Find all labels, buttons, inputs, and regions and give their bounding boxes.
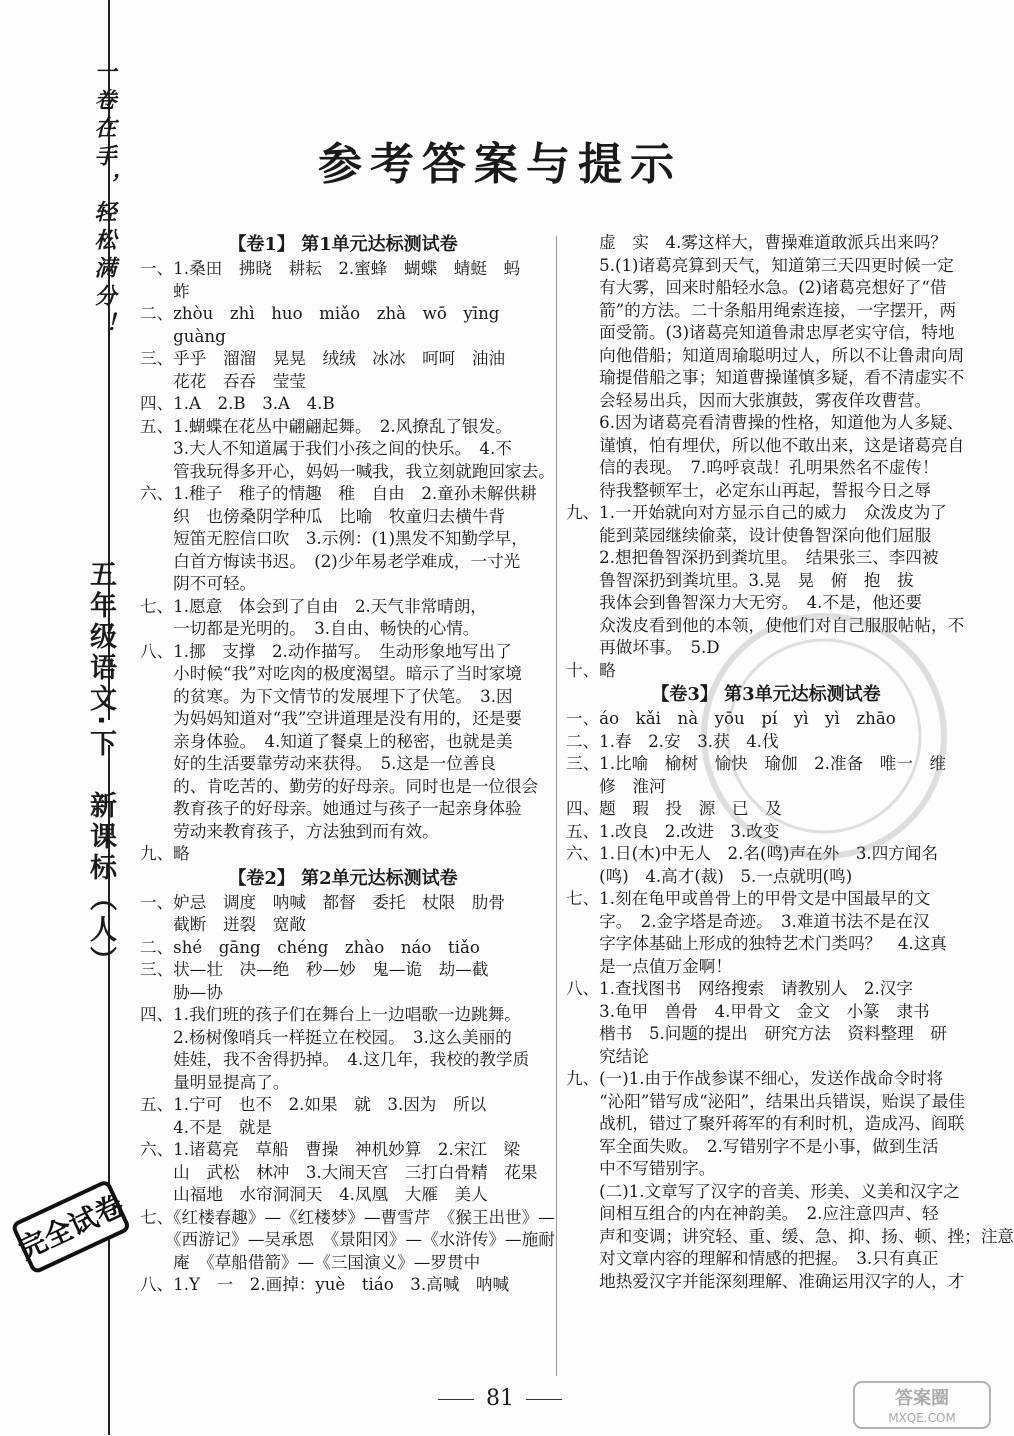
answer-line: 亲身体验。 4.知道了餐桌上的秘密，也就是美 [140, 731, 513, 751]
answer-line: 对文章内容的理解和情感的把握。 3.只有真正 [566, 1249, 939, 1268]
stamp-watermark [694, 606, 954, 866]
answer-line: 三、状—壮 决—绝 秒—妙 鬼—诡 劫—截 [140, 960, 489, 979]
answer-line: 5.(1)诸葛亮算到天气，知道第三天四更时候一定 [566, 255, 954, 275]
answer-line: 九、略 [140, 844, 190, 863]
answer-line: 七、《红楼春趣》—《红楼梦》—曹雪芹 《猴王出世》— [140, 1207, 555, 1227]
answer-line: 胁—协 [140, 982, 223, 1002]
answer-line: 3.大人不知道属于我们小孩之间的快乐。 4.不 [140, 439, 512, 458]
answer-line: 一、1.桑田 拂晓 耕耘 2.蜜蜂 蝴蝶 蜻蜓 蚂 [140, 259, 521, 278]
answer-line: 一切都是光明的。 3.自由、畅快的心情。 [140, 619, 480, 638]
answer-line: 管我玩得多开心，妈妈一喊我，我立刻就跑回家去。 [140, 461, 555, 481]
svg-text:MXQE.COM: MXQE.COM [888, 1411, 956, 1425]
answer-line: 劳动来教育孩子，方法独到而有效。 [140, 821, 439, 841]
page-number [0, 1386, 1000, 1411]
answer-line: 箭”的方法。二十条船用绳索连接，一字摆开，两 [566, 300, 957, 320]
svg-text:完全试卷: 完全试卷 [13, 1188, 129, 1266]
answer-line: 十、略 [566, 660, 616, 680]
answer-line: 为妈妈知道对“我”空讲道理是没有用的，还是要 [140, 709, 523, 728]
answer-line: 花花 吞吞 莹莹 [140, 371, 306, 391]
answer-line: 二、zhòu zhì huo miǎo zhà wō yīng [140, 304, 500, 323]
answer-line: 瑜提借船之事；知道曹操谨慎多疑，看不清虚实不 [566, 368, 965, 387]
answer-line: 2.想把鲁智深扔到粪坑里。 结果张三、李四被 [566, 548, 939, 567]
section-heading: 【卷3】 第3单元达标测试卷 [651, 684, 881, 705]
answer-line: 再做坏事。 5.D [566, 638, 720, 657]
answer-line: 庵 《草船借箭》—《三国演义》—罗贯中 [140, 1252, 481, 1272]
answer-line: 七、1.刻在龟甲或兽骨上的甲骨文是中国最早的文 [566, 889, 931, 908]
answer-line: 究结论 [566, 1046, 649, 1066]
answer-line: 楷书 5.问题的提出 研究方法 资料整理 研 [566, 1024, 947, 1043]
answer-line: 地热爱汉字并能深刻理解、准确运用汉字的人，才 [566, 1271, 965, 1291]
column-divider [556, 236, 557, 1376]
answer-line: 中不写错别字。 [566, 1159, 716, 1178]
answer-line: 面受箭。(3)诸葛亮知道鲁肃忠厚老实守信，特地 [566, 323, 955, 342]
answer-line: 军全面失败。 2.写错别字不是小事，做到生活 [566, 1136, 939, 1156]
answer-line: 信的表现。 7.呜呼哀哉！孔明果然名不虚传！ [566, 458, 939, 477]
answer-line: 教育孩子的好母亲。她通过与孩子一起亲身体验 [140, 799, 522, 818]
answer-line: 六、1.稚子 稚子的情趣 稚 自由 2.童孙未解供耕 [140, 484, 537, 503]
answer-line: 八、1.Y 一 2.画掉：yuè tiáo 3.高喊 呐喊 [140, 1275, 510, 1294]
answer-line: 短笛无腔信口吹 3.示例：(1)黑发不知勤学早， [140, 529, 528, 548]
answer-line: 一、áo kǎi nà yōu pí yì yì zhāo [566, 709, 896, 728]
answer-line: 六、1.诸葛亮 草船 曹操 神机妙算 2.宋江 梁 [140, 1140, 521, 1159]
answer-line: 会轻易出兵，因而大张旗鼓，雾夜佯攻曹营。 [566, 390, 932, 410]
section-heading: 【卷1】 第1单元达标测试卷 [228, 234, 458, 255]
answer-line: 能到菜园继续偷菜，设计使鲁智深向他们屈服 [566, 525, 932, 545]
answer-line: 间相互组合的内在神韵美。 2.应注意四声、轻 [566, 1204, 939, 1223]
answer-line: 战机，错过了聚歼蒋军的有利时机，造成冯、阎联 [566, 1114, 965, 1133]
page-title: 参考答案与提示 [318, 139, 682, 190]
answer-line: 向他借船；知道周瑜聪明过人，所以不让鲁肃向周 [566, 345, 965, 365]
answer-line: (鸣) 4.高才(裁) 5.一点就明(鸣) [566, 866, 853, 886]
answer-line: 四、1.A 2.B 3.A 4.B [140, 394, 335, 413]
answer-line: 阴不可轻。 [140, 574, 257, 593]
answer-line: 小时候“我”对吃肉的极度渴望。暗示了当时家境 [140, 664, 523, 683]
answer-line: 2.杨树像哨兵一样挺立在校园。 3.这么美丽的 [140, 1027, 512, 1047]
answer-line: 字字体基础上形成的独特艺术门类吗？ 4.这真 [566, 934, 947, 953]
answer-line: 截断 迸裂 宽敞 [140, 915, 306, 934]
answer-line: 谨慎，怕有埋伏，所以他不敢出来，这是诸葛亮自 [566, 435, 965, 455]
answer-line: 量明显提高了。 [140, 1072, 290, 1092]
answer-line: 织 也傍桑阴学种瓜 比喻 牧童归去横牛背 [140, 506, 506, 526]
answer-line: 山福地 水帘洞洞天 4.凤凰 大雁 美人 [140, 1185, 488, 1204]
answer-line: 九、1.一开始就向对方显示自己的威力 众泼皮为了 [566, 503, 947, 522]
answer-line: 待我整顿军士，必定东山再起，誓报今日之辱 [566, 480, 932, 500]
answer-line: 有大雾，回来时船轻水急。(2)诸葛亮想好了“借 [566, 278, 947, 297]
answer-line: 的、肯吃苦的、勤劳的好母亲。同时也是一位很会 [140, 776, 539, 796]
answer-line: 是一点值万金啊！ [566, 956, 732, 976]
answer-line: 的贫寒。为下文情节的发展埋下了伏笔。 3.因 [140, 686, 513, 706]
answer-line: 虚 实 4.雾这样大，曹操难道敢派兵出来吗？ [566, 233, 947, 252]
sidebar-slogan: 一卷在手，轻松满分！ [91, 60, 117, 340]
answer-line: 一、妒忌 调度 呐喊 都督 委托 杖限 肋骨 [140, 892, 506, 912]
answer-line: 五、1.宁可 也不 2.如果 就 3.因为 所以 [140, 1095, 487, 1114]
answer-line: 八、1.查找图书 网络搜索 请教别人 2.汉字 [566, 979, 913, 998]
answer-line: 好的生活要靠劳动来获得。 5.这是一位善良 [140, 754, 496, 773]
answer-line: 字。 2.金字塔是奇迹。 3.难道书法不是在汉 [566, 911, 930, 931]
answer-line: 八、1.挪 支撑 2.动作描写。 生动形象地写出了 [140, 641, 512, 661]
answer-line: 山 武松 林冲 3.大闹天宫 三打白骨精 花果 [140, 1162, 538, 1182]
answer-line: 二、1.春 2.安 3.获 4.伐 [566, 731, 779, 751]
answer-line: 4.不是 就是 [140, 1117, 272, 1137]
answer-line: 修 淮河 [566, 776, 666, 796]
answer-line: 《西游记》—吴承恩 《景阳冈》—《水浒传》—施耐 [140, 1230, 555, 1249]
answer-line: 五、1.改良 2.改进 3.改变 [566, 821, 780, 841]
answer-line: 娃娃，我不舍得扔掉。 4.这几年，我校的教学质 [140, 1050, 530, 1069]
answer-line: 四、1.我们班的孩子们在舞台上一边唱歌一边跳舞。 [140, 1005, 521, 1024]
sidebar-subject: 五年级语文·下 新课标（人） [85, 560, 116, 978]
site-watermark [852, 1380, 992, 1430]
answer-line: 六、1.日(木)中无人 2.名(鸣)声在外 3.四方闻名 [566, 844, 939, 863]
answer-line: 七、1.愿意 体会到了自由 2.天气非常晴朗， [140, 596, 487, 616]
page-number-text: 81 [486, 1386, 514, 1411]
answer-line: 三、1.比喻 榆树 愉快 瑜伽 2.准备 唯一 维 [566, 754, 947, 773]
answer-line: (二)1.文章写了汉字的音美、形美、义美和汉字之 [566, 1181, 960, 1201]
answer-line: 四、题 瑕 投 源 已 及 [566, 799, 782, 818]
answer-line: 二、shé gāng chéng zhào náo tiǎo [140, 937, 480, 957]
answer-line: 声和变调；讲究轻、重、缓、急、抑、扬、顿、挫；注意 [566, 1226, 1014, 1246]
answer-line: 众泼皮看到他的本领，使他们对自己服服帖帖，不 [566, 615, 965, 635]
answer-line: 3.龟甲 兽骨 4.甲骨文 金文 小篆 隶书 [566, 1001, 930, 1021]
answer-line: 6.因为诸葛亮看清曹操的性格，知道他为人多疑、 [566, 413, 964, 432]
answer-line: “沁阳”错写成“泌阳”，结果出兵错误，贻误了最佳 [566, 1091, 965, 1111]
answer-line: 白首方悔读书迟。 (2)少年易老学难成，一寸光 [140, 551, 521, 571]
answer-line: guàng [140, 326, 226, 346]
answer-line: 三、乎乎 溜溜 晃晃 绒绒 冰冰 呵呵 油油 [140, 349, 506, 368]
section-heading: 【卷2】 第2单元达标测试卷 [228, 867, 458, 889]
answer-line: 鲁智深扔到粪坑里。3.晃 晃 俯 抱 拔 [566, 570, 914, 590]
answers-left-column [140, 232, 555, 1297]
sidebar [0, 0, 130, 1436]
book-logo [10, 1165, 130, 1285]
answer-line: 我体会到鲁智深力大无穷。 4.不是，他还要 [566, 593, 922, 612]
answer-line: 五、1.蝴蝶在花丛中翩翩起舞。 2.风撩乱了银发。 [140, 416, 512, 436]
answer-line: 九、(一)1.由于作战参谋不细心，发送作战命令时将 [566, 1069, 944, 1088]
answer-line: 蚱 [140, 281, 190, 301]
svg-text:答案圈: 答案圈 [895, 1388, 949, 1409]
